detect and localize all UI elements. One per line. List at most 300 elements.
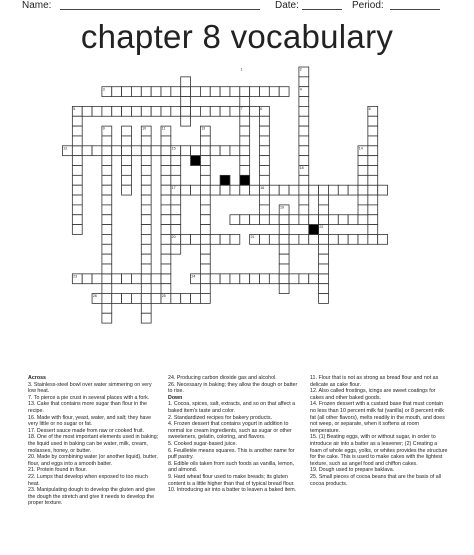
grid-cell[interactable] <box>299 175 309 185</box>
grid-cell[interactable] <box>269 185 279 195</box>
grid-cell[interactable] <box>260 234 270 244</box>
grid-cell[interactable] <box>171 175 181 185</box>
grid-cell[interactable] <box>112 294 122 304</box>
grid-cell[interactable] <box>171 156 181 166</box>
grid-cell[interactable] <box>72 225 82 235</box>
clue-number: 23 <box>73 274 78 279</box>
grid-cell[interactable] <box>378 234 388 244</box>
grid-cell[interactable] <box>200 175 210 185</box>
grid-cell[interactable] <box>72 156 82 166</box>
grid-cell[interactable] <box>279 244 289 254</box>
grid-cell[interactable] <box>191 234 201 244</box>
grid-cell[interactable] <box>171 106 181 116</box>
grid-cell[interactable] <box>72 195 82 205</box>
grid-cell[interactable] <box>122 166 132 176</box>
grid-cell[interactable] <box>171 244 181 254</box>
grid-cell[interactable] <box>141 274 151 284</box>
grid-cell[interactable] <box>102 166 112 176</box>
grid-cell[interactable] <box>72 146 82 156</box>
grid-cell[interactable] <box>240 166 250 176</box>
grid-cell[interactable] <box>240 185 250 195</box>
clue-across-24: 24. Producing carbon dioxide gas and alcohol. <box>168 375 277 381</box>
grid-cell[interactable] <box>181 87 191 97</box>
grid-cell[interactable] <box>299 215 309 225</box>
grid-cell[interactable] <box>72 166 82 176</box>
clue-down-9: 9. Hard wheat flour used to make breads; its gluten content is a little higher than that of typical bread flour. <box>168 473 295 487</box>
grid-cell[interactable] <box>210 87 220 97</box>
grid-cell[interactable] <box>151 106 161 116</box>
grid-cell[interactable] <box>191 294 201 304</box>
grid-cell[interactable] <box>161 274 171 284</box>
clue-number: 7 <box>240 107 243 111</box>
grid-cell[interactable] <box>122 136 132 146</box>
grid-cell[interactable] <box>289 215 299 225</box>
grid-cell[interactable] <box>319 264 329 274</box>
grid-cell[interactable] <box>299 146 309 156</box>
grid-cell[interactable] <box>368 205 378 215</box>
grid-cell[interactable] <box>151 146 161 156</box>
grid-cell[interactable] <box>260 126 270 136</box>
grid-cell[interactable] <box>141 294 151 304</box>
grid-cell[interactable] <box>279 234 289 244</box>
date-label: Date: <box>275 0 299 11</box>
grid-cell[interactable] <box>161 195 171 205</box>
grid-cell[interactable] <box>328 234 338 244</box>
grid-cell[interactable] <box>309 234 319 244</box>
grid-cell[interactable] <box>279 274 289 284</box>
grid-cell[interactable] <box>200 215 210 225</box>
grid-cell[interactable] <box>328 185 338 195</box>
grid-cell[interactable] <box>200 205 210 215</box>
grid-cell[interactable] <box>328 215 338 225</box>
grid-cell[interactable] <box>368 136 378 146</box>
grid-cell[interactable] <box>358 195 368 205</box>
grid-cell[interactable] <box>348 234 358 244</box>
grid-cell[interactable] <box>200 264 210 274</box>
grid-cell[interactable] <box>102 146 112 156</box>
grid-cell[interactable] <box>200 225 210 235</box>
grid-cell[interactable] <box>358 215 368 225</box>
grid-cell[interactable] <box>299 195 309 205</box>
grid-cell[interactable] <box>102 205 112 215</box>
grid-cell[interactable] <box>319 234 329 244</box>
grid-cell[interactable] <box>181 106 191 116</box>
grid-cell[interactable] <box>368 175 378 185</box>
grid-cell[interactable] <box>240 87 250 97</box>
grid-cell[interactable] <box>319 254 329 264</box>
clue-across-23: 23. Manipulating dough to develop the gluten and give the dough the stretch and give it needs to develop the proper texture. <box>28 487 156 507</box>
grid-cell[interactable] <box>112 87 122 97</box>
grid-cell[interactable] <box>72 175 82 185</box>
grid-cell[interactable] <box>230 234 240 244</box>
grid-cell[interactable] <box>181 116 191 126</box>
grid-cell[interactable] <box>279 215 289 225</box>
grid-cell[interactable] <box>102 313 112 323</box>
grid-cell[interactable] <box>122 146 132 156</box>
grid-cell[interactable] <box>230 185 240 195</box>
grid-cell[interactable] <box>260 166 270 176</box>
grid-cell[interactable] <box>210 274 220 284</box>
grid-cell[interactable] <box>161 264 171 274</box>
across-clues <box>28 375 160 507</box>
grid-cell[interactable] <box>200 274 210 284</box>
grid-cell[interactable] <box>269 215 279 225</box>
grid-cell[interactable] <box>131 146 141 156</box>
clue-across-21: 21. Protein found in flour. <box>28 467 87 474</box>
grid-cell[interactable] <box>299 205 309 215</box>
grid-cell[interactable] <box>82 146 92 156</box>
grid-cell[interactable] <box>319 244 329 254</box>
grid-cell[interactable] <box>102 225 112 235</box>
grid-cell[interactable] <box>122 156 132 166</box>
grid-cell[interactable] <box>102 303 112 313</box>
grid-cell[interactable] <box>112 146 122 156</box>
clue-number: 3 <box>102 87 105 92</box>
grid-cell[interactable] <box>171 87 181 97</box>
grid-cell[interactable] <box>161 146 171 156</box>
grid-cell[interactable] <box>200 254 210 264</box>
grid-cell[interactable] <box>181 97 191 107</box>
grid-cell[interactable] <box>112 106 122 116</box>
grid-cell[interactable] <box>279 225 289 235</box>
grid-cell[interactable] <box>171 166 181 176</box>
grid-cell[interactable] <box>131 294 141 304</box>
grid-cell[interactable] <box>348 215 358 225</box>
grid-cell[interactable] <box>161 234 171 244</box>
grid-cell[interactable] <box>279 185 289 195</box>
grid-cell[interactable] <box>200 106 210 116</box>
grid-cell[interactable] <box>299 97 309 107</box>
grid-cell[interactable] <box>102 156 112 166</box>
grid-cell[interactable] <box>151 274 161 284</box>
grid-cell[interactable] <box>200 136 210 146</box>
grid-cell[interactable] <box>82 274 92 284</box>
clue-number: 4 <box>299 87 302 92</box>
grid-cell[interactable] <box>260 87 270 97</box>
grid-cell[interactable] <box>250 87 260 97</box>
grid-cell[interactable] <box>250 106 263 116</box>
grid-cell[interactable] <box>72 205 82 215</box>
grid-cell[interactable] <box>220 234 230 244</box>
grid-cell[interactable] <box>299 136 309 146</box>
grid-cell[interactable] <box>200 166 210 176</box>
grid-cell[interactable] <box>338 215 348 225</box>
grid-cell[interactable] <box>141 284 151 294</box>
grid-cell[interactable] <box>230 146 240 156</box>
grid-cell[interactable] <box>269 234 279 244</box>
clue-number: 24 <box>191 274 196 279</box>
grid-cell[interactable] <box>102 106 112 116</box>
grid-cell[interactable] <box>269 87 279 97</box>
grid-cell[interactable] <box>141 175 151 185</box>
grid-cell[interactable] <box>141 185 151 195</box>
clue-number: 1 <box>240 67 243 72</box>
grid-cell[interactable] <box>141 303 151 313</box>
grid-cell[interactable] <box>279 254 289 264</box>
grid-cell[interactable] <box>141 244 151 254</box>
grid-cell[interactable] <box>319 205 329 215</box>
grid-cell[interactable] <box>122 175 132 185</box>
grid-cell[interactable] <box>102 254 112 264</box>
grid-cell[interactable] <box>299 116 309 126</box>
grid-cell[interactable] <box>102 215 112 225</box>
grid-cell[interactable] <box>200 146 210 156</box>
grid-cell[interactable] <box>220 146 230 156</box>
grid-cell[interactable] <box>191 146 201 156</box>
grid-cell[interactable] <box>289 185 299 195</box>
grid-cell[interactable] <box>161 185 171 195</box>
grid-cell[interactable] <box>92 146 102 156</box>
grid-cell[interactable] <box>161 156 171 166</box>
grid-cell[interactable] <box>141 205 151 215</box>
grid-cell[interactable] <box>141 195 151 205</box>
grid-cell[interactable] <box>161 136 171 146</box>
grid-cell[interactable] <box>210 185 220 195</box>
grid-cell[interactable] <box>161 284 171 294</box>
grid-cell[interactable] <box>102 274 112 284</box>
grid-cell[interactable] <box>299 126 309 136</box>
grid-cell[interactable] <box>260 175 270 185</box>
grid-cell[interactable] <box>112 274 122 284</box>
grid-cell[interactable] <box>131 274 141 284</box>
grid-cell[interactable] <box>368 215 378 225</box>
grid-cell[interactable] <box>240 116 250 126</box>
grid-cell[interactable] <box>299 185 309 195</box>
grid-cell[interactable] <box>200 156 210 166</box>
middle-clues <box>168 375 300 494</box>
grid-cell[interactable] <box>171 215 181 225</box>
grid-cell[interactable] <box>260 136 270 146</box>
grid-cell[interactable] <box>102 195 112 205</box>
grid-cell[interactable] <box>260 215 270 225</box>
grid-cell[interactable] <box>240 146 250 156</box>
grid-cell[interactable] <box>171 294 181 304</box>
grid-cell[interactable] <box>72 116 82 126</box>
grid-cell[interactable] <box>378 185 388 195</box>
grid-cell[interactable] <box>368 156 378 166</box>
clue-across-7: 7. To pierce a pie crust in several places with a fork. <box>28 394 150 401</box>
grid-cell[interactable] <box>319 274 329 284</box>
grid-cell[interactable] <box>358 205 368 215</box>
clue-number: 19 <box>280 205 284 210</box>
grid-cell[interactable] <box>309 274 319 284</box>
grid-cell[interactable] <box>72 136 82 146</box>
clue-across-17: 17. Dessert sauce made from raw or cooked fruit. <box>28 427 144 434</box>
grid-cell[interactable] <box>102 244 112 254</box>
grid-cell[interactable] <box>309 185 319 195</box>
grid-cell[interactable] <box>72 215 82 225</box>
clue-down-10: 10. Introducing air into a batter to leaven a baked item. <box>168 487 297 494</box>
grid-cell[interactable] <box>161 87 171 97</box>
grid-cell[interactable] <box>122 274 132 284</box>
grid-cell[interactable] <box>260 195 270 205</box>
grid-cell[interactable] <box>299 77 309 87</box>
grid-cell[interactable] <box>92 274 102 284</box>
grid-cell[interactable] <box>131 106 141 116</box>
grid-cell[interactable] <box>319 294 329 304</box>
grid-cell[interactable] <box>161 254 171 264</box>
grid-cell[interactable] <box>230 87 240 97</box>
grid-cell[interactable] <box>299 274 309 284</box>
grid-cell[interactable] <box>289 234 299 244</box>
grid-cell[interactable] <box>220 274 230 284</box>
grid-cell[interactable] <box>260 156 270 166</box>
grid-cell[interactable] <box>358 156 368 166</box>
grid-cell[interactable] <box>210 234 220 244</box>
grid-cell[interactable] <box>319 284 329 294</box>
grid-cell[interactable] <box>279 264 289 274</box>
grid-cell[interactable] <box>279 87 289 97</box>
grid-cell[interactable] <box>122 185 132 195</box>
grid-cell[interactable] <box>200 185 210 195</box>
grid-cell[interactable] <box>289 274 299 284</box>
grid-cell[interactable] <box>368 225 378 235</box>
grid-cell[interactable] <box>358 166 368 176</box>
grid-cell[interactable] <box>319 195 329 205</box>
grid-cell[interactable] <box>260 116 270 126</box>
grid-cell[interactable] <box>161 215 171 225</box>
grid-cell[interactable] <box>151 87 161 97</box>
grid-cell[interactable] <box>210 106 220 116</box>
grid-cell[interactable] <box>141 234 151 244</box>
grid-cell[interactable] <box>141 87 151 97</box>
grid-cell[interactable] <box>191 185 201 195</box>
grid-cell[interactable] <box>161 225 171 235</box>
grid-cell[interactable] <box>299 156 309 166</box>
grid-cell[interactable] <box>200 87 210 97</box>
clue-number: 26 <box>92 294 97 299</box>
grid-cell[interactable] <box>141 146 151 156</box>
clue-down-11: 11. Flour that is not as strong as bread flour and not as delicate as cake flour. <box>310 375 439 388</box>
grid-cell[interactable] <box>141 106 151 116</box>
grid-cell[interactable] <box>240 136 250 146</box>
grid-cell[interactable] <box>161 205 171 215</box>
grid-cell[interactable] <box>200 294 210 304</box>
grid-cell[interactable] <box>240 97 250 107</box>
grid-cell[interactable] <box>161 106 171 116</box>
grid-cell[interactable] <box>368 126 378 136</box>
name-label: Name: <box>22 0 52 11</box>
grid-cell[interactable] <box>368 195 378 205</box>
grid-cell[interactable] <box>319 185 329 195</box>
grid-cell[interactable] <box>250 215 260 225</box>
grid-cell[interactable] <box>102 175 112 185</box>
grid-cell[interactable] <box>181 185 191 195</box>
grid-cell[interactable] <box>230 215 240 225</box>
grid-cell[interactable] <box>102 185 112 195</box>
grid-cell[interactable] <box>181 234 191 244</box>
grid-cell[interactable] <box>141 313 151 323</box>
grid-cell[interactable] <box>141 136 151 146</box>
grid-cell[interactable] <box>181 146 191 156</box>
grid-cell[interactable] <box>102 234 112 244</box>
grid-cell[interactable] <box>191 87 201 97</box>
grid-cell[interactable] <box>141 215 151 225</box>
grid-cell[interactable] <box>161 175 171 185</box>
grid-cell[interactable] <box>240 126 250 136</box>
grid-cell[interactable] <box>299 234 309 244</box>
grid-cell[interactable] <box>141 264 151 274</box>
grid-cell[interactable] <box>102 264 112 274</box>
grid-cell[interactable] <box>141 254 151 264</box>
grid-cell[interactable] <box>368 166 378 176</box>
grid-cell[interactable] <box>260 274 270 284</box>
grid-cell[interactable] <box>309 215 319 225</box>
grid-cell[interactable] <box>122 106 132 116</box>
grid-cell[interactable] <box>358 175 368 185</box>
clue-number: 18 <box>299 166 304 171</box>
grid-cell[interactable] <box>240 274 250 284</box>
grid-cell[interactable] <box>72 185 82 195</box>
grid-cell[interactable] <box>260 205 270 215</box>
grid-cell[interactable] <box>348 185 358 195</box>
grid-cell[interactable] <box>200 195 210 205</box>
grid-cell[interactable] <box>240 215 250 225</box>
grid-cell[interactable] <box>338 185 348 195</box>
grid-cell[interactable] <box>220 185 230 195</box>
clue-down-1: 1. Cocoa, spices, salt, extracts, and so on that affect a baked item's taste and color. <box>168 401 296 414</box>
grid-cell[interactable] <box>171 205 181 215</box>
grid-cell[interactable] <box>122 87 132 97</box>
grid-cell[interactable] <box>191 106 201 116</box>
grid-cell[interactable] <box>131 87 141 97</box>
grid-cell[interactable] <box>358 185 368 195</box>
grid-cell[interactable] <box>171 225 181 235</box>
grid-cell[interactable] <box>141 166 151 176</box>
grid-cell[interactable] <box>368 116 378 126</box>
grid-cell[interactable] <box>210 146 220 156</box>
grid-cell[interactable] <box>260 146 270 156</box>
grid-cell[interactable] <box>368 146 378 156</box>
grid-cell[interactable] <box>299 106 309 116</box>
grid-cell[interactable] <box>269 274 279 284</box>
grid-cell[interactable] <box>151 294 161 304</box>
grid-cell[interactable] <box>82 106 92 116</box>
grid-cell[interactable] <box>250 274 260 284</box>
grid-cell[interactable] <box>279 284 289 294</box>
grid-cell[interactable] <box>220 87 230 97</box>
grid-cell[interactable] <box>230 274 240 284</box>
grid-cell[interactable] <box>230 106 240 116</box>
grid-cell[interactable] <box>72 126 82 136</box>
grid-cell[interactable] <box>358 234 368 244</box>
grid-cell[interactable] <box>368 185 378 195</box>
grid-cell[interactable] <box>200 244 210 254</box>
grid-cell[interactable] <box>102 136 112 146</box>
grid-cell[interactable] <box>368 234 378 244</box>
grid-cell[interactable] <box>102 294 112 304</box>
grid-cell[interactable] <box>122 126 132 136</box>
grid-cell[interactable] <box>181 77 191 87</box>
grid-cell[interactable] <box>200 284 210 294</box>
clue-number: 11 <box>161 126 166 131</box>
grid-cell[interactable] <box>122 294 132 304</box>
grid-cell[interactable] <box>92 106 102 116</box>
grid-cell[interactable] <box>161 244 171 254</box>
grid-cell[interactable] <box>141 225 151 235</box>
grid-cell[interactable] <box>338 234 348 244</box>
grid-cell[interactable] <box>200 234 210 244</box>
grid-cell[interactable] <box>141 156 151 166</box>
grid-cell[interactable] <box>220 106 230 116</box>
grid-cell[interactable] <box>250 185 260 195</box>
grid-cell[interactable] <box>181 294 191 304</box>
grid-cell[interactable] <box>102 284 112 294</box>
grid-cell[interactable] <box>319 215 329 225</box>
grid-cell[interactable] <box>171 195 181 205</box>
grid-cell[interactable] <box>240 156 250 166</box>
grid-cell[interactable] <box>161 166 171 176</box>
